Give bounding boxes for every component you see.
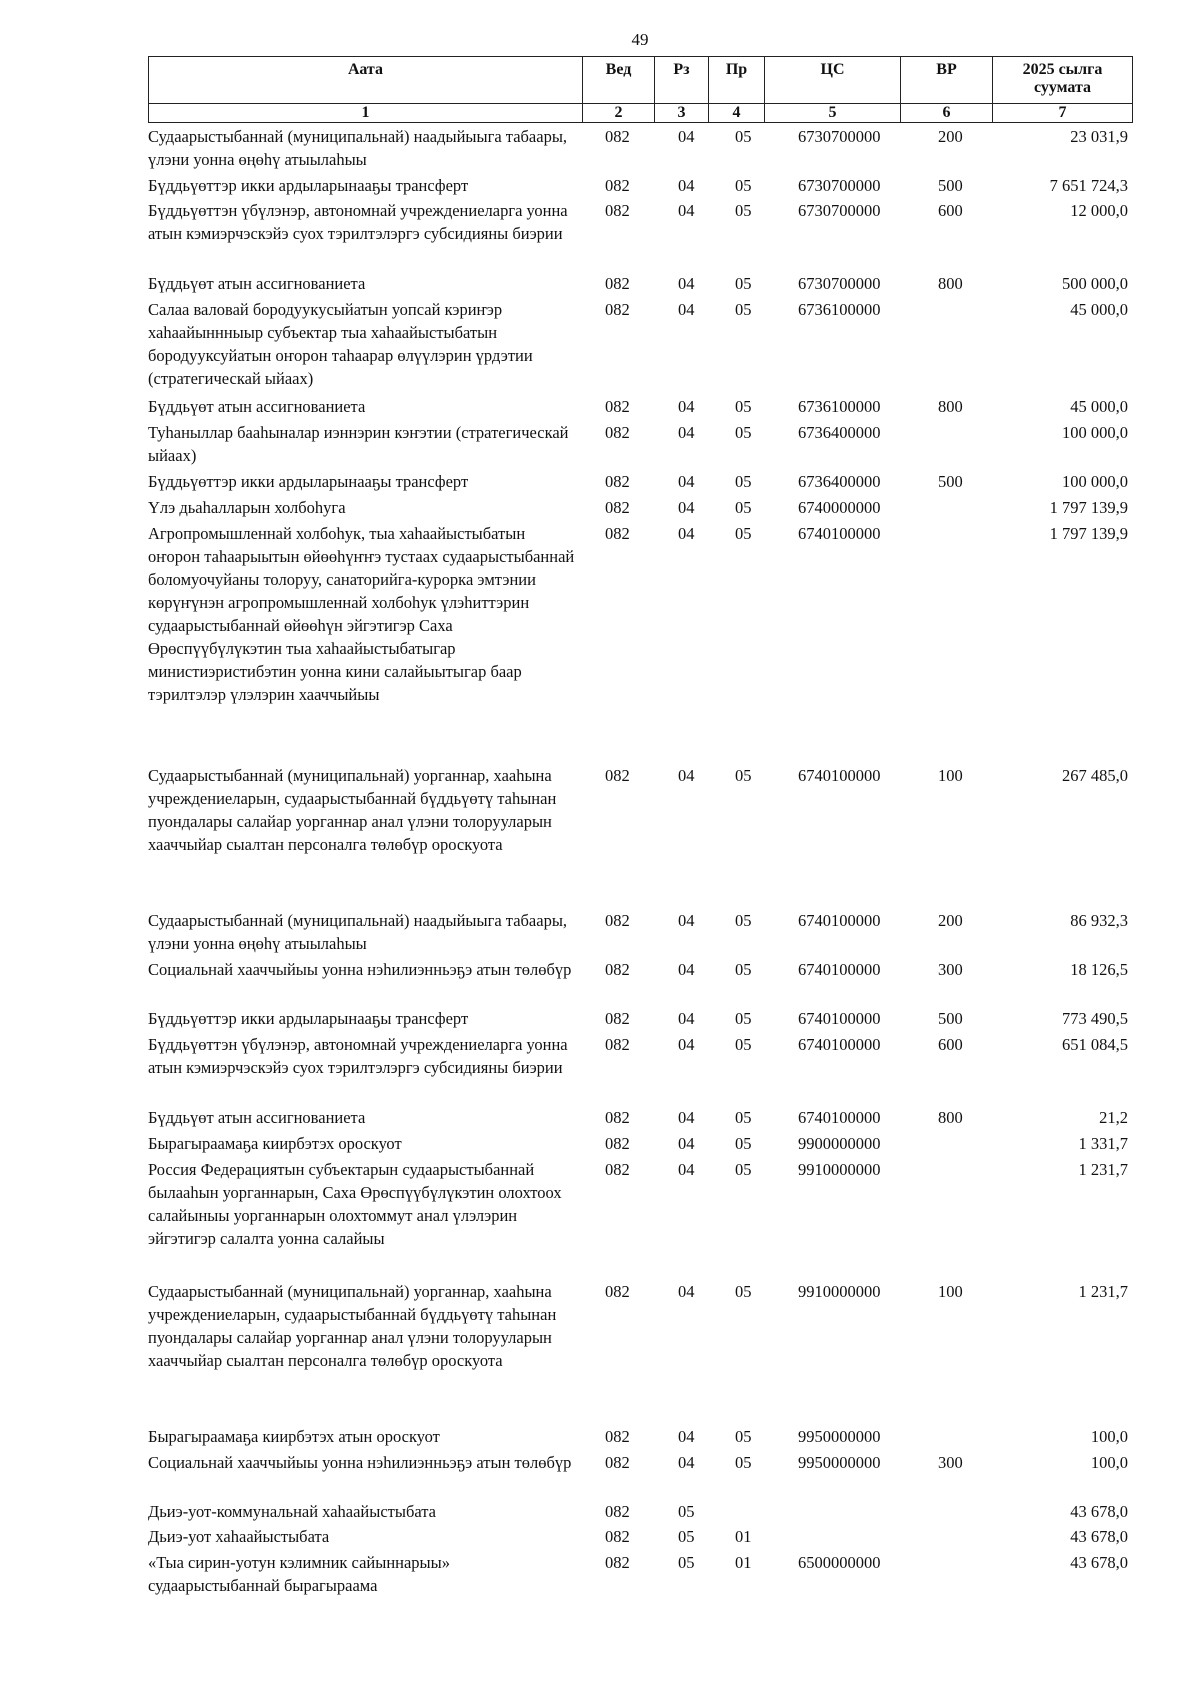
header-number-2: 2 — [583, 104, 655, 123]
row-vr: 800 — [938, 397, 963, 416]
row-rz: 04 — [678, 1035, 695, 1054]
row-cs: 6740100000 — [798, 1009, 881, 1028]
header-vr: ВР — [901, 57, 993, 104]
row-name: Туһаныллар бааһыналар иэннэрин кэҥэтии (стратегическай ыйаах) — [148, 423, 569, 465]
row-ved: 082 — [605, 127, 630, 146]
row-vr: 300 — [938, 960, 963, 979]
row-ved: 082 — [605, 498, 630, 517]
row-sum: 1 797 139,9 — [1049, 498, 1128, 517]
row-pr: 05 — [735, 1282, 752, 1301]
row-cs: 6730700000 — [798, 274, 881, 293]
row-rz: 04 — [678, 300, 695, 319]
header-pr: Пр — [709, 57, 765, 104]
row-ved: 082 — [605, 300, 630, 319]
row-vr: 100 — [938, 766, 963, 785]
row-cs: 6730700000 — [798, 127, 881, 146]
row-name: Бүддьүөттэн үбүлэнэр, автономнай учреждениеларга уонна атын кэмиэрчэскэйэ суох тэрилтэлэргэ субсидияны биэрии — [148, 201, 568, 243]
row-rz: 04 — [678, 1282, 695, 1301]
header-number-4: 4 — [709, 104, 765, 123]
row-name: Бырагыраамаҕа киирбэтэх ороскуот — [148, 1134, 402, 1153]
row-pr: 05 — [735, 201, 752, 220]
row-vr: 200 — [938, 911, 963, 930]
row-vr: 800 — [938, 1108, 963, 1127]
row-sum: 86 932,3 — [1070, 911, 1128, 930]
row-pr: 05 — [735, 127, 752, 146]
row-sum: 43 678,0 — [1070, 1527, 1128, 1546]
row-ved: 082 — [605, 1160, 630, 1179]
row-name: Салаа валовай бородуукусыйатын уопсай кэриҥэр хаһаайыннныыр субъектар тыа хаһаайыстыбатын бородууксуйатын оҥорон таһаарар өлүүлэрин үрдэтии (стратегическай ыйаах) — [148, 300, 533, 388]
row-cs: 6730700000 — [798, 201, 881, 220]
row-ved: 082 — [605, 1553, 630, 1572]
row-rz: 04 — [678, 1160, 695, 1179]
row-ved: 082 — [605, 1035, 630, 1054]
row-pr: 05 — [735, 1035, 752, 1054]
row-rz: 04 — [678, 1453, 695, 1472]
row-name: Судаарыстыбаннай (муниципальнай) наадыйыыга табаары, үлэни уонна өңөһү атыылаһыы — [148, 127, 568, 169]
row-ved: 082 — [605, 176, 630, 195]
row-ved: 082 — [605, 766, 630, 785]
row-vr: 600 — [938, 201, 963, 220]
row-name: Бүддьүөт атын ассигнованиета — [148, 397, 366, 416]
row-pr: 05 — [735, 1453, 752, 1472]
row-sum: 773 490,5 — [1062, 1009, 1128, 1028]
row-cs: 6736400000 — [798, 423, 881, 442]
row-ved: 082 — [605, 1134, 630, 1153]
row-cs: 6730700000 — [798, 176, 881, 195]
row-cs: 6740100000 — [798, 766, 881, 785]
row-ved: 082 — [605, 397, 630, 416]
row-pr: 05 — [735, 524, 752, 543]
row-pr: 05 — [735, 472, 752, 491]
header-rz: Рз — [655, 57, 709, 104]
row-rz: 04 — [678, 524, 695, 543]
row-rz: 04 — [678, 960, 695, 979]
row-ved: 082 — [605, 1282, 630, 1301]
row-vr: 200 — [938, 127, 963, 146]
row-cs: 6736100000 — [798, 397, 881, 416]
header-number-3: 3 — [655, 104, 709, 123]
row-rz: 04 — [678, 176, 695, 195]
row-sum: 500 000,0 — [1062, 274, 1128, 293]
row-cs: 6740100000 — [798, 1035, 881, 1054]
row-cs: 9910000000 — [798, 1160, 881, 1179]
row-rz: 04 — [678, 911, 695, 930]
row-name: Судаарыстыбаннай (муниципальнай) наадыйыыга табаары, үлэни уонна өңөһү атыылаһыы — [148, 911, 568, 953]
row-cs: 6740100000 — [798, 960, 881, 979]
row-cs: 9910000000 — [798, 1282, 881, 1301]
row-pr: 05 — [735, 911, 752, 930]
row-pr: 05 — [735, 274, 752, 293]
row-ved: 082 — [605, 1453, 630, 1472]
row-name: Судаарыстыбаннай (муниципальнай) уорганнар, хааһына учреждениеларын, судаарыстыбаннай бүддьүөтү таһынан пуондалары салайар уорганнар анал үлэни толорууларын хааччыйар сыалтан персоналга төлөбүр ороскуота — [148, 766, 557, 854]
row-vr: 800 — [938, 274, 963, 293]
row-rz: 04 — [678, 423, 695, 442]
row-pr: 05 — [735, 498, 752, 517]
row-sum: 1 231,7 — [1078, 1160, 1128, 1179]
row-sum: 1 231,7 — [1078, 1282, 1128, 1301]
row-vr: 500 — [938, 1009, 963, 1028]
row-sum: 23 031,9 — [1070, 127, 1128, 146]
row-pr: 05 — [735, 397, 752, 416]
row-ved: 082 — [605, 911, 630, 930]
row-sum: 1 797 139,9 — [1049, 524, 1128, 543]
row-sum: 100,0 — [1090, 1427, 1128, 1446]
row-cs: 6740000000 — [798, 498, 881, 517]
row-rz: 04 — [678, 274, 695, 293]
row-rz: 05 — [678, 1527, 695, 1546]
row-rz: 04 — [678, 1009, 695, 1028]
row-sum: 12 000,0 — [1070, 201, 1128, 220]
row-sum: 18 126,5 — [1070, 960, 1128, 979]
row-ved: 082 — [605, 274, 630, 293]
header-name: Аата — [149, 57, 583, 104]
header-sum: 2025 сылга суумата — [993, 57, 1133, 104]
header-cs: ЦС — [765, 57, 901, 104]
row-cs: 9950000000 — [798, 1427, 881, 1446]
row-cs: 6740100000 — [798, 524, 881, 543]
row-name: Бырагыраамаҕа киирбэтэх атын ороскуот — [148, 1427, 440, 1446]
row-ved: 082 — [605, 1427, 630, 1446]
row-rz: 04 — [678, 766, 695, 785]
row-sum: 45 000,0 — [1070, 397, 1128, 416]
row-ved: 082 — [605, 1009, 630, 1028]
header-number-1: 1 — [149, 104, 583, 123]
row-name: Үлэ дьаһалларын холбоһуга — [148, 498, 346, 517]
row-vr: 600 — [938, 1035, 963, 1054]
row-vr: 300 — [938, 1453, 963, 1472]
row-sum: 7 651 724,3 — [1049, 176, 1128, 195]
row-name: Дьиэ-уот хаһаайыстыбата — [148, 1527, 330, 1546]
row-name: Социальнай хааччыйыы уонна нэһилиэнньэҕэ атын төлөбүр — [148, 1453, 572, 1472]
row-cs: 6740100000 — [798, 1108, 881, 1127]
row-ved: 082 — [605, 472, 630, 491]
row-ved: 082 — [605, 1527, 630, 1546]
header-number-5: 5 — [765, 104, 901, 123]
row-cs: 6736100000 — [798, 300, 881, 319]
row-name: Бүддьүөттэр икки ардыларынааҕы трансферт — [148, 176, 469, 195]
row-name: Бүддьүөт атын ассигнованиета — [148, 274, 366, 293]
row-sum: 43 678,0 — [1070, 1553, 1128, 1572]
row-rz: 05 — [678, 1502, 695, 1521]
row-ved: 082 — [605, 1502, 630, 1521]
row-name: «Тыа сирин-уотун кэлимник сайыннарыы» судаарыстыбаннай бырагыраама — [148, 1553, 450, 1595]
row-vr: 100 — [938, 1282, 963, 1301]
row-pr: 05 — [735, 1009, 752, 1028]
row-rz: 04 — [678, 201, 695, 220]
row-sum: 43 678,0 — [1070, 1502, 1128, 1521]
row-rz: 04 — [678, 1427, 695, 1446]
row-pr: 05 — [735, 1427, 752, 1446]
row-rz: 04 — [678, 397, 695, 416]
row-pr: 05 — [735, 1134, 752, 1153]
row-pr: 05 — [735, 1160, 752, 1179]
row-pr: 05 — [735, 766, 752, 785]
page-number: 49 — [631, 30, 649, 49]
row-sum: 21,2 — [1099, 1108, 1128, 1127]
row-pr: 05 — [735, 176, 752, 195]
row-ved: 082 — [605, 960, 630, 979]
row-pr: 01 — [735, 1527, 752, 1546]
row-name: Дьиэ-уот-коммунальнай хаһаайыстыбата — [148, 1502, 436, 1521]
row-pr: 01 — [735, 1553, 752, 1572]
row-ved: 082 — [605, 423, 630, 442]
row-vr: 500 — [938, 472, 963, 491]
row-sum: 100 000,0 — [1062, 472, 1128, 491]
row-name: Социальнай хааччыйыы уонна нэһилиэнньэҕэ атын төлөбүр — [148, 960, 572, 979]
row-sum: 45 000,0 — [1070, 300, 1128, 319]
row-name: Бүддьүөттэр икки ардыларынааҕы трансферт — [148, 1009, 469, 1028]
row-rz: 04 — [678, 498, 695, 517]
header-number-6: 6 — [901, 104, 993, 123]
row-pr: 05 — [735, 1108, 752, 1127]
row-rz: 04 — [678, 127, 695, 146]
row-rz: 04 — [678, 472, 695, 491]
row-sum: 651 084,5 — [1062, 1035, 1128, 1054]
row-cs: 9900000000 — [798, 1134, 881, 1153]
row-sum: 267 485,0 — [1062, 766, 1128, 785]
row-cs: 6500000000 — [798, 1553, 881, 1572]
row-name: Судаарыстыбаннай (муниципальнай) уорганнар, хааһына учреждениеларын, судаарыстыбаннай бүддьүөтү таһынан пуондалары салайар уорганнар анал үлэни толорууларын хааччыйар сыалтан персоналга төлөбүр ороскуота — [148, 1282, 557, 1370]
row-name: Бүддьүөттэн үбүлэнэр, автономнай учреждениеларга уонна атын кэмиэрчэскэйэ суох тэрилтэлэргэ субсидияны биэрии — [148, 1035, 568, 1077]
row-cs: 6736400000 — [798, 472, 881, 491]
row-pr: 05 — [735, 423, 752, 442]
row-ved: 082 — [605, 1108, 630, 1127]
row-ved: 082 — [605, 524, 630, 543]
row-ved: 082 — [605, 201, 630, 220]
row-sum: 100,0 — [1090, 1453, 1128, 1472]
row-sum: 1 331,7 — [1078, 1134, 1128, 1153]
row-name: Бүддьүөт атын ассигнованиета — [148, 1108, 366, 1127]
row-rz: 04 — [678, 1108, 695, 1127]
row-vr: 500 — [938, 176, 963, 195]
row-name: Бүддьүөттэр икки ардыларынааҕы трансферт — [148, 472, 469, 491]
row-cs: 6740100000 — [798, 911, 881, 930]
row-name: Россия Федерациятын субъектарын судаарыстыбаннай былааһын уорганнарын, Саха Өрөспүүбүлүкэтин олохтоох салайыныы уорганнарын олохтоммут анал үлэлэрин эйгэтигэр салалта уонна салайыы — [148, 1160, 562, 1248]
row-name: Агропромышленнай холбоһук, тыа хаһаайыстыбатын оҥорон таһаарыытын өйөөһүҥҥэ тустаах судаарыстыбаннай боломуочуйаны толоруу, санаторийга-курорка эмтэнии көрүҥүнэн агропромышленнай холбоһук үлэһиттэрин судаарыстыбаннай өйөөһүн эйгэтигэр Саха Өрөспүүбүлүкэтин тыа хаһаайыстыбатыгар министиэристибэтин уонна кини салайыытыгар баар тэрилтэлэр үлэлэрин хааччыйыы — [148, 524, 575, 704]
row-pr: 05 — [735, 960, 752, 979]
row-cs: 9950000000 — [798, 1453, 881, 1472]
row-sum: 100 000,0 — [1062, 423, 1128, 442]
table-header — [148, 56, 1133, 123]
row-rz: 04 — [678, 1134, 695, 1153]
row-pr: 05 — [735, 300, 752, 319]
header-number-7: 7 — [993, 104, 1133, 123]
row-rz: 05 — [678, 1553, 695, 1572]
header-ved: Вед — [583, 57, 655, 104]
